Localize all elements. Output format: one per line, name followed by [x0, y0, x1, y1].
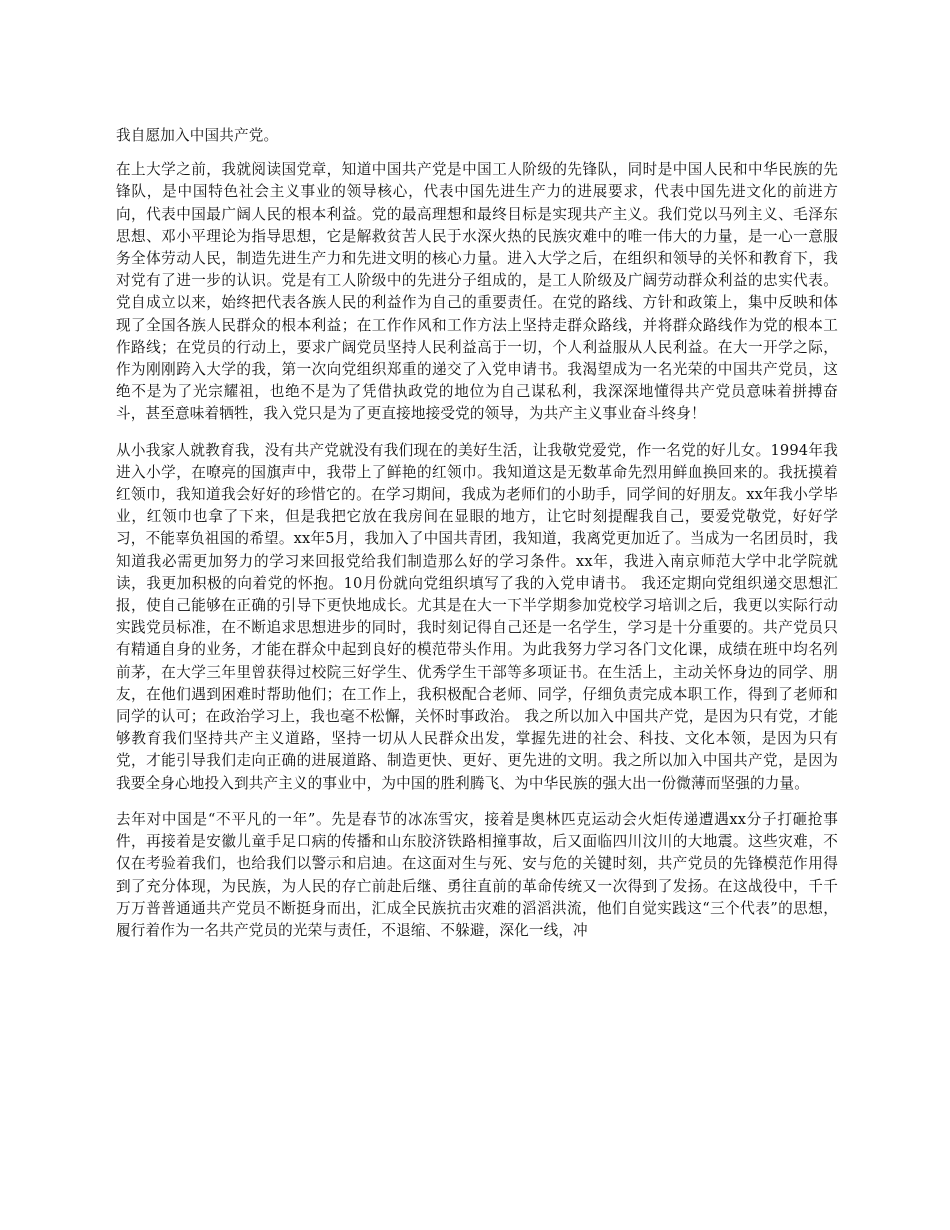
paragraph-party-understanding: 在上大学之前，我就阅读国党章，知道中国共产党是中国工人阶级的先锋队，同时是中国人民和中华民族的先锋队，是中国特色社会主义事业的领导核心，代表中国先进生产力的进展要求，代表中国先进文化的前进方向，代表中国最广阔人民的根本利益。党的最高理想和最终目标是实现共产主义。我们党以马列主义、毛泽东思想、邓小平理论为指导思想，它是解救贫苦人民于水深火热的民族灾难中的唯一伟大的力量，是一心一意服务全体劳动人民，制造先进生产力和先进文明的核心力量。进入大学之后，在组织和领导的关怀和教育下，我对党有了进一步的认识。党是有工人阶级中的先进分子组成的，是工人阶级及广阔劳动群众利益的忠实代表。党自成立以来，始终把代表各族人民的利益作为自己的重要责任。在党的路线、方针和政策上，集中反映和体现了全国各族人民群众的根本利益；在工作作风和工作方法上坚持走群众路线，并将群众路线作为党的根本工作路线；在党员的行动上，要求广阔党员坚持人民利益高于一切，个人利益服从人民利益。在大一开学之际，作为刚刚跨入大学的我，第一次向党组织郑重的递交了入党申请书。我渴望成为一名光荣的中国共产党员，这绝不是为了光宗耀祖，也绝不是为了凭借执政党的地位为自己谋私利，我深深地懂得共产党员意味着拼搏奋斗，甚至意味着牺牲，我入党只是为了更直接地接受党的领导，为共产主义事业奋斗终身！ [116, 161, 838, 423]
paragraph-personal-history: 从小我家人就教育我，没有共产党就没有我们现在的美好生活，让我敬党爱党，作一名党的好儿女。1994年我进入小学，在嘹亮的国旗声中，我带上了鲜艳的红领巾。我知道这是无数革命先烈用鲜血换回来的。我抚摸着红领巾，我知道我会好好的珍惜它的。在学习期间，我成为老师们的小助手，同学间的好朋友。xx年我小学毕业，红领巾也拿了下来，但是我把它放在我房间在显眼的地方，让它时刻提醒我自己，要爱党敬党，好好学习，不能辜负祖国的希望。xx年5月，我加入了中国共青团，我知道，我离党更加近了。当成为一名团员时，我知道我必需更加努力的学习来回报党给我们制造那么好的学习条件。xx年，我进入南京师范大学中北学院就读，我更加积极的向着党的怀抱。10月份就向党组织填写了我的入党申请书。 我还定期向党组织递交思想汇报，使自己能够在正确的引导下更快地成长。尤其是在大一下半学期参加党校学习培训之后，我更以实际行动实践党员标准，在不断追求思想进步的同时，我时刻记得自己还是一名学生，学习是十分重要的。共产党员只有精通自身的业务，才能在群众中起到良好的模范带头作用。为此我努力学习各门文化课，成绩在班中均名列前茅，在大学三年里曾获得过校院三好学生、优秀学生干部等多项证书。在生活上，主动关怀身边的同学、朋友，在他们遇到困难时帮助他们；在工作上，我积极配合老师、同学，仔细负责完成本职工作，得到了老师和同学的认可；在政治学习上，我也毫不松懈，关怀时事政治。 我之所以加入中国共产党，是因为只有党，才能够教育我们坚持共产主义道路，坚持一切从人民群众出发，掌握先进的社会、科技、文化本领，是因为只有党，才能引导我们走向正确的进展道路、制造更快、更好、更先进的文明。我之所以加入中国共产党，是因为我要全身心地投入到共产主义的事业中，为中国的胜利腾飞、为中华民族的强大出一份微薄而坚强的力量。 [116, 441, 838, 792]
paragraph-disasters-year: 去年对中国是“不平凡的一年”。先是春节的冰冻雪灾，接着是奥林匹克运动会火炬传递遭遇xx分子打砸抢事件，再接着是安徽儿童手足口病的传播和山东胶济铁路相撞事故，后又面临四川汶川的大地震。这些灾难，不仅在考验着我们，也给我们以警示和启迪。在这面对生与死、安与危的关键时刻，共产党员的先锋模范作用得到了充分体现，为民族，为人民的存亡前赴后继、勇往直前的革命传统又一次得到了发扬。在这战役中，千千万万普普通通共产党员不断挺身而出，汇成全民族抗击灾难的滔滔洪流，他们自觉实践这“三个代表”的思想，履行着作为一名共产党员的光荣与责任，不退缩、不躲避，深化一线，冲 [116, 810, 838, 939]
paragraph-opening: 我自愿加入中国共产党。 [116, 127, 279, 144]
document-page [116, 125, 838, 956]
